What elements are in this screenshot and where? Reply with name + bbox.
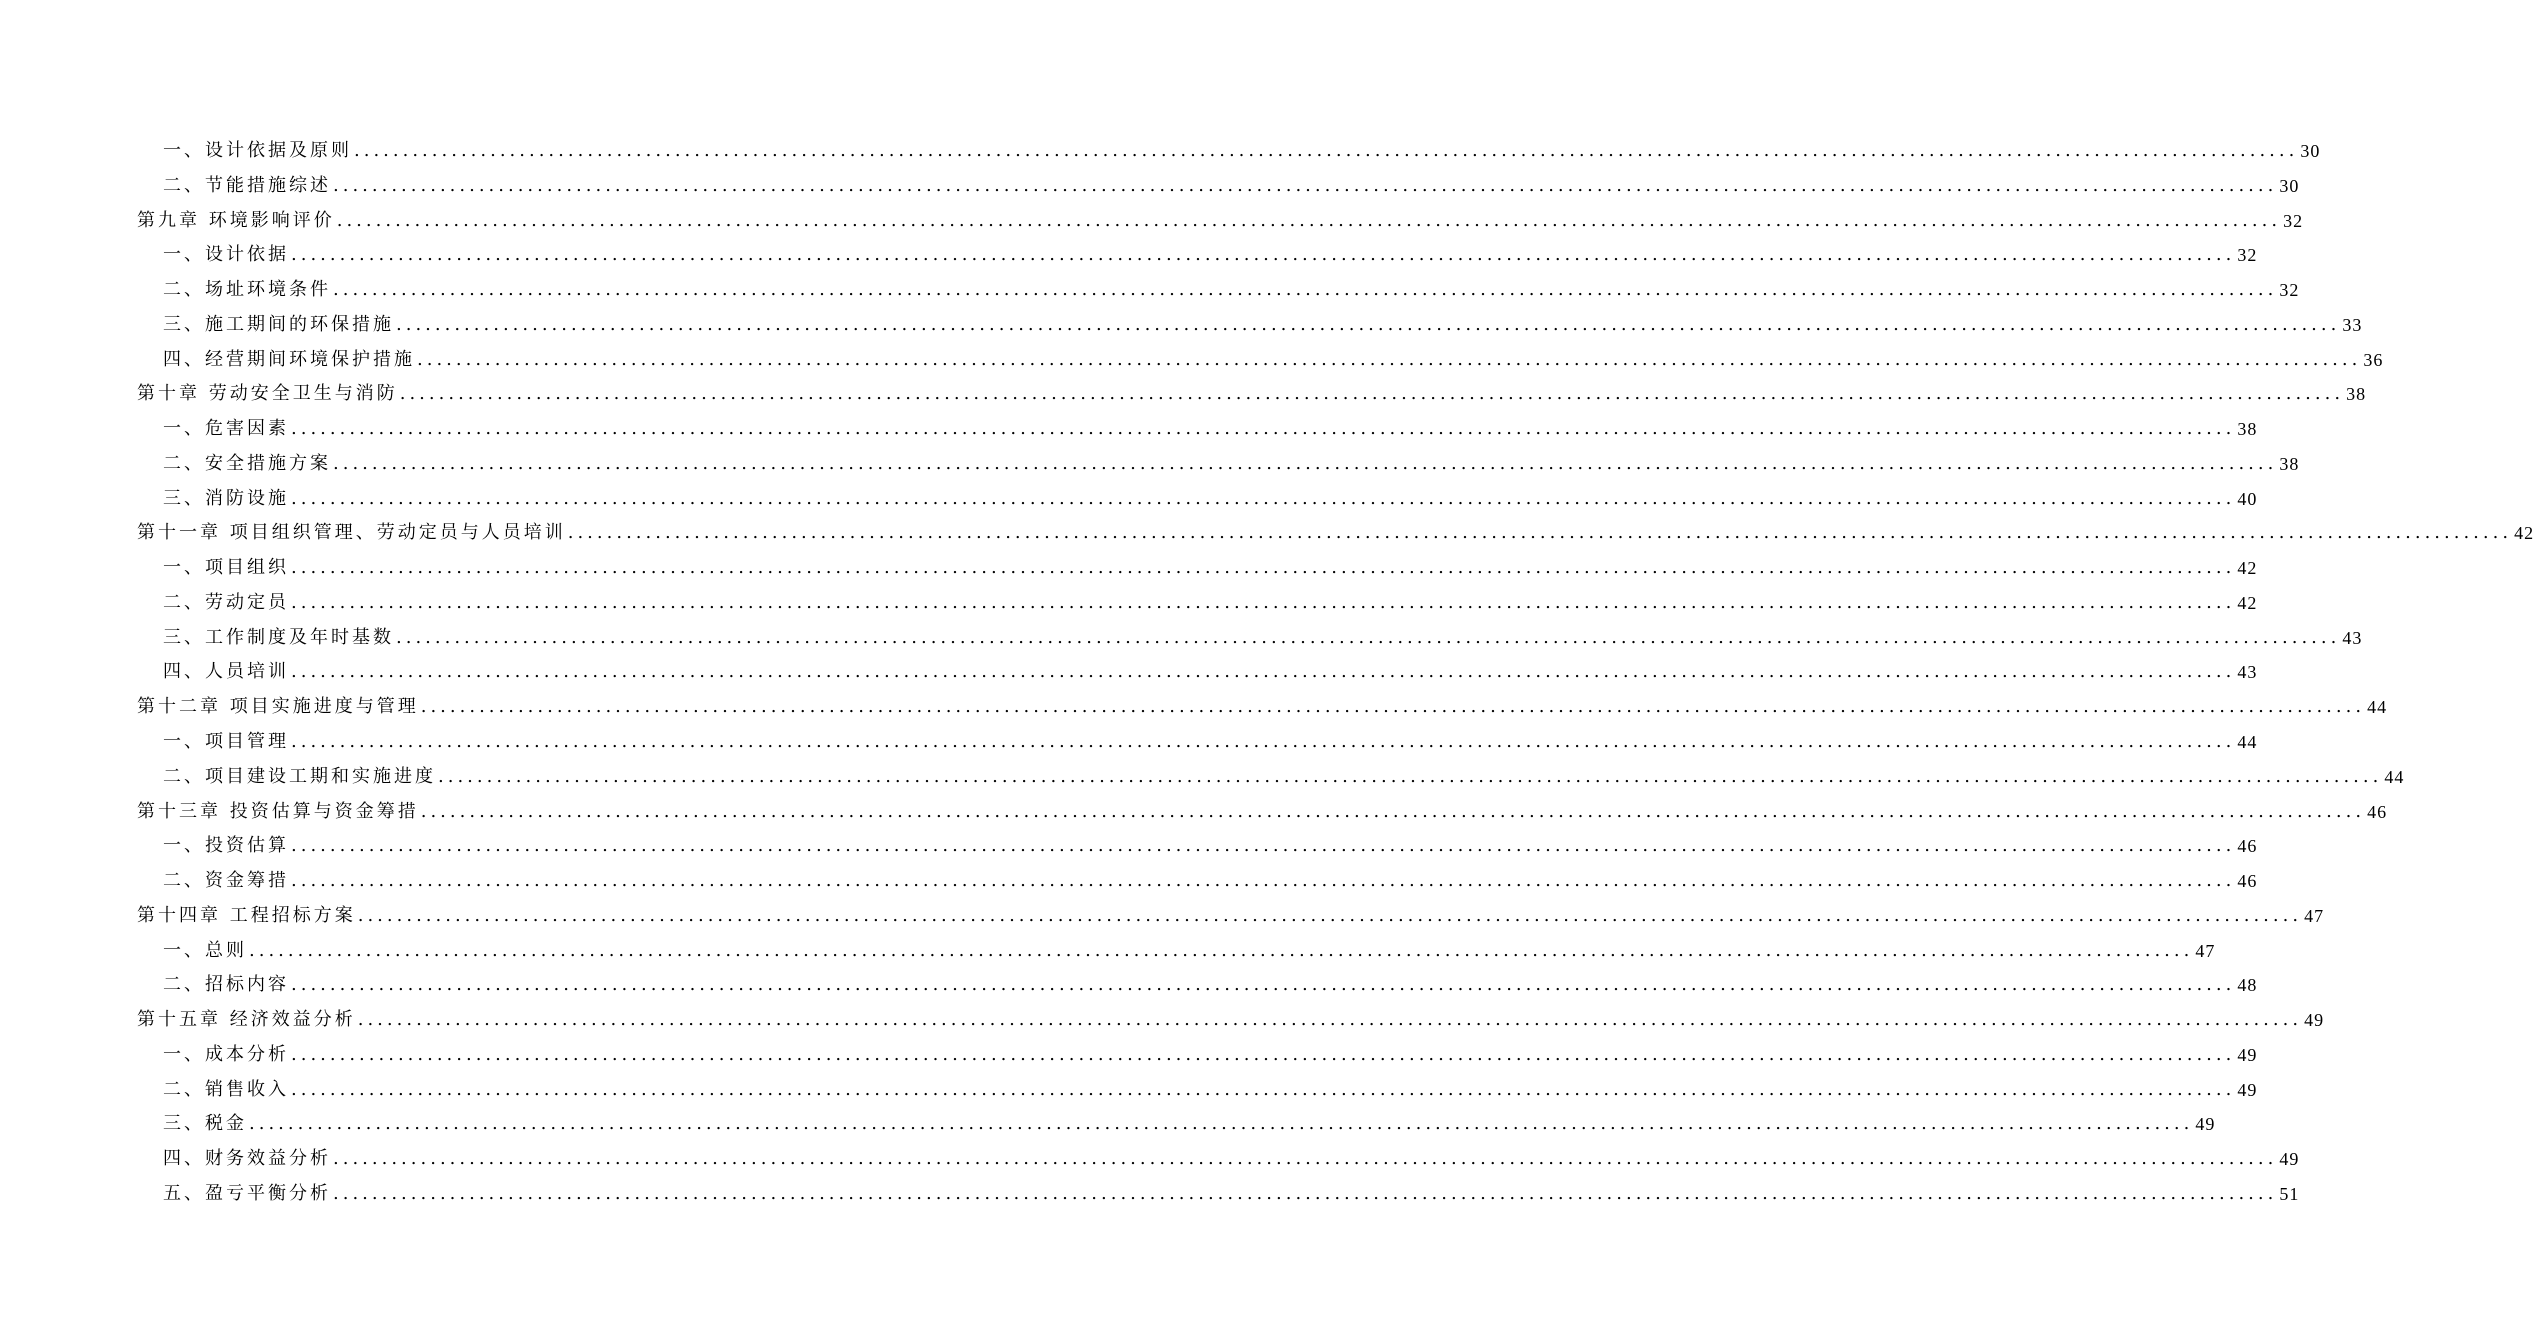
toc-entry-page-number: 38 <box>2279 453 2300 474</box>
toc-dot-leader: ........................................................................................................................................................................................................ <box>291 418 2236 440</box>
toc-entry-page-number: 33 <box>2342 314 2363 335</box>
toc-dot-leader: ........................................................................................................................................................................................................ <box>249 939 2194 961</box>
toc-dot-leader: ........................................................................................................................................................................................................ <box>357 904 2303 926</box>
toc-entry-label: 一、项目组织 <box>163 557 289 579</box>
toc-entry-page-number: 44 <box>2237 732 2258 753</box>
toc-entry-label: 三、工作制度及年时基数 <box>163 626 394 648</box>
toc-entry-page-number: 44 <box>2384 766 2405 787</box>
toc-dot-leader: ........................................................................................................................................................................................................ <box>291 835 2236 857</box>
toc-dot-leader: ........................................................................................................................................................................................................ <box>333 1148 2278 1170</box>
toc-entry-label: 第十章 劳动安全卫生与消防 <box>137 383 398 405</box>
toc-entry-page-number: 32 <box>2283 210 2304 231</box>
toc-entry-page-number: 49 <box>2237 1044 2258 1065</box>
toc-dot-leader: ........................................................................................................................................................................................................ <box>420 800 2366 822</box>
toc-dot-leader: ........................................................................................................................................................................................................ <box>291 974 2236 996</box>
toc-entry-page-number: 48 <box>2237 975 2258 996</box>
toc-entry-page-number: 38 <box>2346 384 2367 405</box>
toc-entry-label: 一、危害因素 <box>163 418 289 440</box>
toc-entry-label: 一、总则 <box>163 939 247 961</box>
toc-dot-leader: ........................................................................................................................................................................................................ <box>291 557 2236 579</box>
toc-entry-page-number: 46 <box>2237 871 2258 892</box>
toc-entry-label: 二、安全措施方案 <box>163 452 331 474</box>
toc-dot-leader: ........................................................................................................................................................................................................ <box>333 174 2278 196</box>
toc-entry-label: 二、招标内容 <box>163 974 289 996</box>
toc-entry-label: 第十二章 项目实施进度与管理 <box>137 696 419 718</box>
toc-chapter-entry[interactable] <box>137 516 2534 551</box>
toc-section-entry[interactable] <box>137 725 2258 760</box>
toc-entry-page-number: 49 <box>2195 1114 2216 1135</box>
toc-chapter-entry[interactable] <box>137 204 2304 239</box>
toc-entry-label: 二、节能措施综述 <box>163 174 331 196</box>
toc-dot-leader: ........................................................................................................................................................................................................ <box>291 731 2236 753</box>
toc-entry-page-number: 47 <box>2304 905 2325 926</box>
toc-entry-label: 一、设计依据及原则 <box>163 140 352 161</box>
toc-entry-label: 一、项目管理 <box>163 731 289 753</box>
toc-entry-label: 第十四章 工程招标方案 <box>137 904 356 926</box>
toc-entry-label: 二、劳动定员 <box>163 591 289 613</box>
toc-entry-page-number: 32 <box>2279 280 2300 301</box>
toc-entry-page-number: 43 <box>2237 662 2258 683</box>
toc-section-entry[interactable] <box>137 968 2258 1003</box>
toc-entry-label: 四、人员培训 <box>163 661 289 683</box>
toc-dot-leader: ........................................................................................................................................................................................................ <box>333 279 2278 301</box>
toc-section-entry[interactable] <box>137 134 2321 169</box>
toc-entry-label: 五、盈亏平衡分析 <box>163 1182 331 1204</box>
toc-entry-page-number: 42 <box>2237 592 2258 613</box>
toc-section-entry[interactable] <box>137 482 2258 517</box>
toc-dot-leader: ........................................................................................................................................................................................................ <box>396 313 2341 335</box>
toc-section-entry[interactable] <box>137 412 2258 447</box>
toc-entry-label: 二、销售收入 <box>163 1078 289 1100</box>
toc-section-entry[interactable] <box>137 621 2363 656</box>
toc-entry-label: 第十五章 经济效益分析 <box>137 1009 356 1031</box>
toc-section-entry[interactable] <box>137 1107 2216 1142</box>
toc-section-entry[interactable] <box>137 1038 2258 1073</box>
toc-section-entry[interactable] <box>137 308 2363 343</box>
toc-dot-leader: ........................................................................................................................................................................................................ <box>420 696 2366 718</box>
toc-dot-leader: ........................................................................................................................................................................................................ <box>333 1182 2278 1204</box>
toc-entry-label: 一、设计依据 <box>163 244 289 266</box>
toc-entry-page-number: 43 <box>2342 627 2363 648</box>
toc-entry-label: 第十三章 投资估算与资金筹措 <box>137 800 419 822</box>
toc-dot-leader: ........................................................................................................................................................................................................ <box>336 209 2282 231</box>
toc-entry-page-number: 46 <box>2367 801 2388 822</box>
toc-dot-leader: ........................................................................................................................................................................................................ <box>567 522 2513 544</box>
toc-dot-leader: ........................................................................................................................................................................................................ <box>291 244 2236 266</box>
toc-section-entry[interactable] <box>137 343 2384 378</box>
toc-entry-page-number: 47 <box>2195 940 2216 961</box>
table-of-contents <box>137 134 2534 1212</box>
toc-entry-label: 二、资金筹措 <box>163 870 289 892</box>
toc-entry-label: 二、项目建设工期和实施进度 <box>163 765 436 787</box>
toc-entry-page-number: 44 <box>2367 697 2388 718</box>
toc-entry-label: 第十一章 项目组织管理、劳动定员与人员培训 <box>137 522 566 544</box>
toc-entry-page-number: 30 <box>2279 175 2300 196</box>
toc-section-entry[interactable] <box>137 273 2300 308</box>
toc-entry-page-number: 42 <box>2237 558 2258 579</box>
toc-entry-page-number: 32 <box>2237 245 2258 266</box>
toc-dot-leader: ........................................................................................................................................................................................................ <box>291 487 2236 509</box>
toc-entry-page-number: 46 <box>2237 836 2258 857</box>
toc-section-entry[interactable] <box>137 1142 2300 1177</box>
toc-section-entry[interactable] <box>137 238 2258 273</box>
toc-entry-label: 二、场址环境条件 <box>163 279 331 301</box>
toc-entry-page-number: 30 <box>2300 141 2321 161</box>
toc-chapter-entry[interactable] <box>137 795 2388 830</box>
toc-dot-leader: ........................................................................................................................................................................................................ <box>291 591 2236 613</box>
toc-entry-label: 第九章 环境影响评价 <box>137 209 335 231</box>
toc-dot-leader: ........................................................................................................................................................................................................ <box>357 1009 2303 1031</box>
toc-entry-page-number: 49 <box>2279 1149 2300 1170</box>
toc-section-entry[interactable] <box>137 586 2258 621</box>
toc-chapter-entry[interactable] <box>137 377 2367 412</box>
toc-dot-leader: ........................................................................................................................................................................................................ <box>291 1043 2236 1065</box>
toc-section-entry[interactable] <box>137 864 2258 899</box>
toc-dot-leader: ........................................................................................................................................................................................................ <box>399 383 2345 405</box>
toc-section-entry[interactable] <box>137 1073 2258 1108</box>
toc-section-entry[interactable] <box>137 447 2300 482</box>
toc-chapter-entry[interactable] <box>137 1003 2325 1038</box>
toc-section-entry[interactable] <box>137 1177 2300 1212</box>
toc-entry-label: 四、财务效益分析 <box>163 1148 331 1170</box>
toc-entry-page-number: 51 <box>2279 1183 2300 1204</box>
toc-dot-leader: ........................................................................................................................................................................................................ <box>417 348 2362 370</box>
toc-section-entry[interactable] <box>137 169 2300 204</box>
toc-section-entry[interactable] <box>137 829 2258 864</box>
toc-dot-leader: ........................................................................................................................................................................................................ <box>291 1078 2236 1100</box>
toc-section-entry[interactable] <box>137 655 2258 690</box>
toc-dot-leader: ........................................................................................................................................................................................................ <box>291 870 2236 892</box>
toc-section-entry[interactable] <box>137 551 2258 586</box>
toc-entry-label: 一、成本分析 <box>163 1043 289 1065</box>
toc-entry-page-number: 42 <box>2514 523 2534 544</box>
toc-entry-page-number: 49 <box>2237 1079 2258 1100</box>
toc-chapter-entry[interactable] <box>137 690 2388 725</box>
toc-section-entry[interactable] <box>137 934 2216 969</box>
toc-dot-leader: ........................................................................................................................................................................................................ <box>354 140 2299 161</box>
toc-entry-label: 三、消防设施 <box>163 487 289 509</box>
toc-entry-label: 四、经营期间环境保护措施 <box>163 348 415 370</box>
toc-dot-leader: ........................................................................................................................................................................................................ <box>249 1113 2194 1135</box>
toc-entry-page-number: 36 <box>2363 349 2384 370</box>
toc-dot-leader: ........................................................................................................................................................................................................ <box>333 452 2278 474</box>
toc-section-entry[interactable] <box>137 760 2405 795</box>
toc-entry-page-number: 38 <box>2237 419 2258 440</box>
toc-entry-label: 三、税金 <box>163 1113 247 1135</box>
toc-entry-page-number: 49 <box>2304 1010 2325 1031</box>
toc-dot-leader: ........................................................................................................................................................................................................ <box>438 765 2383 787</box>
toc-entry-page-number: 40 <box>2237 488 2258 509</box>
toc-entry-label: 一、投资估算 <box>163 835 289 857</box>
toc-chapter-entry[interactable] <box>137 899 2325 934</box>
toc-dot-leader: ........................................................................................................................................................................................................ <box>396 626 2341 648</box>
toc-dot-leader: ........................................................................................................................................................................................................ <box>291 661 2236 683</box>
toc-entry-label: 三、施工期间的环保措施 <box>163 313 394 335</box>
